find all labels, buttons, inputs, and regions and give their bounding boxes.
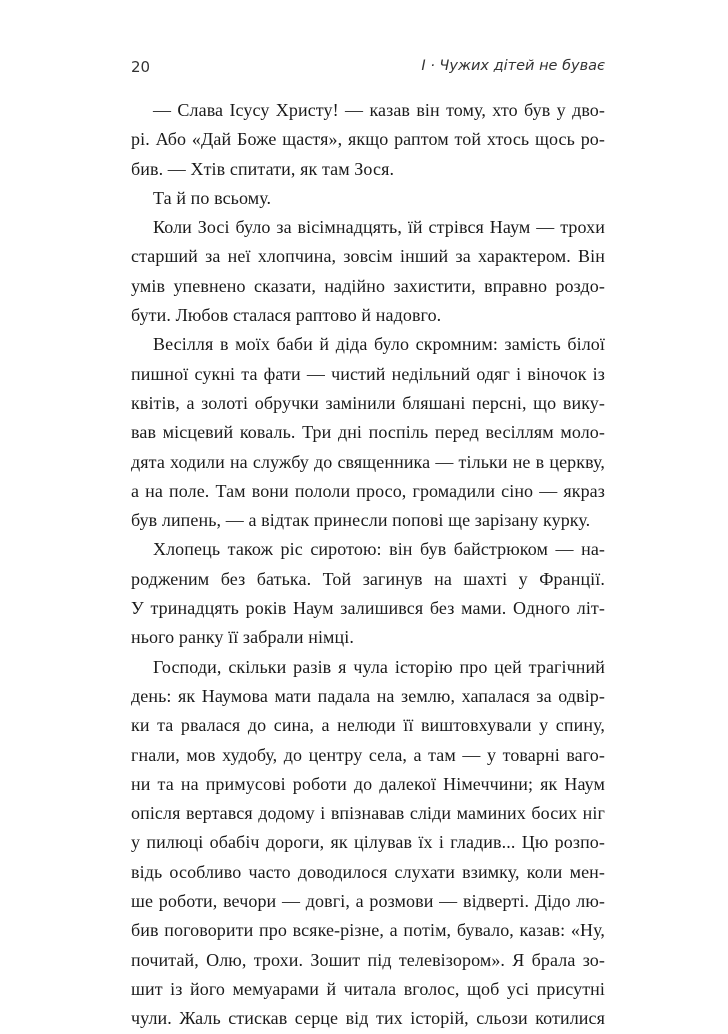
- text-line: бив поговорити про всяке-різне, а потім, бувало, казав: «Ну,: [131, 920, 605, 941]
- text-line: опісля вертався додому і впізнавав сліди маминих босих ніг: [131, 803, 605, 824]
- text-line: умів упевнено сказати, надійно захистити, вправно роздо-: [131, 275, 605, 296]
- text-line: Та й по всьому.: [153, 187, 272, 208]
- text-line: нього ранку її забрали німці.: [131, 627, 354, 648]
- text-line: Коли Зосі було за вісімнадцять, їй стрівся Наум — трохи: [153, 217, 605, 238]
- text-line: чули. Жаль стискав серце від тих історій, сльози котилися: [131, 1008, 605, 1029]
- text-line: бив. — Хтів спитати, як там Зося.: [131, 158, 395, 179]
- text-line: Весілля в моїх баби й діда було скромним: замість білої: [153, 334, 605, 355]
- section-title: I · Чужих дітей не буває: [421, 58, 605, 74]
- text-line: родженим без батька. Той загинув на шахті у Франції.: [131, 568, 605, 589]
- text-line: гнали, мов худобу, до центру села, а там — у товарні ваго-: [131, 744, 605, 765]
- text-line: рі. Або «Дай Боже щастя», якщо раптом той хтось щось ро-: [131, 129, 605, 150]
- text-line: у пилюці обабіч дороги, як цілував їх і гладив... Цю розпо-: [131, 832, 605, 853]
- text-line: дята ходили на службу до священника — тільки не в церкву,: [131, 451, 605, 472]
- text-line: день: як Наумова мати падала на землю, хапалася за одвір-: [131, 685, 605, 706]
- text-line: — Слава Ісусу Христу! — казав він тому, хто був у дво-: [153, 100, 605, 120]
- body-text: [131, 96, 605, 1034]
- text-line: ки та рвалася до сина, а нелюди її виштовхували у спину,: [131, 715, 605, 736]
- text-line: був липень, — а відтак принесли попові ще зарізану курку.: [131, 510, 591, 531]
- page-number: 20: [131, 58, 151, 76]
- text-line: ни та на примусові роботи до далекої Німеччини; як Наум: [131, 773, 605, 794]
- text-line: пишної сукні та фати — чистий недільний одяг і віночок із: [131, 363, 605, 384]
- text-line: ше роботи, вечори — довгі, а розмови — відверті. Дідо лю-: [131, 891, 605, 912]
- text-line: а на поле. Там вони пололи просо, громадили сіно — якраз: [131, 480, 605, 501]
- text-line: Хлопець також ріс сиротою: він був байстрюком — на-: [153, 539, 605, 560]
- text-line: квітів, а золоті обручки замінили бляшані персні, що вику-: [131, 392, 605, 413]
- text-line: старший за неї хлопчина, зовсім інший за характером. Він: [131, 246, 605, 267]
- text-line: шит із його мемуарами й читала вголос, щоб усі присутні: [131, 978, 605, 999]
- text-line: Господи, скільки разів я чула історію про цей трагічний: [153, 656, 605, 677]
- text-line: бути. Любов сталася раптово й надовго.: [131, 305, 442, 326]
- text-line: відь особливо часто доводилося слухати взимку, коли мен-: [131, 861, 605, 882]
- running-head: [131, 58, 605, 80]
- text-line: почитай, Олю, трохи. Зошит під телевізором». Я брала зо-: [131, 949, 605, 970]
- text-line: У тринадцять років Наум залишився без мами. Одного літ-: [131, 598, 605, 619]
- text-line: вав місцевий коваль. Три дні поспіль перед весіллям моло-: [131, 422, 605, 443]
